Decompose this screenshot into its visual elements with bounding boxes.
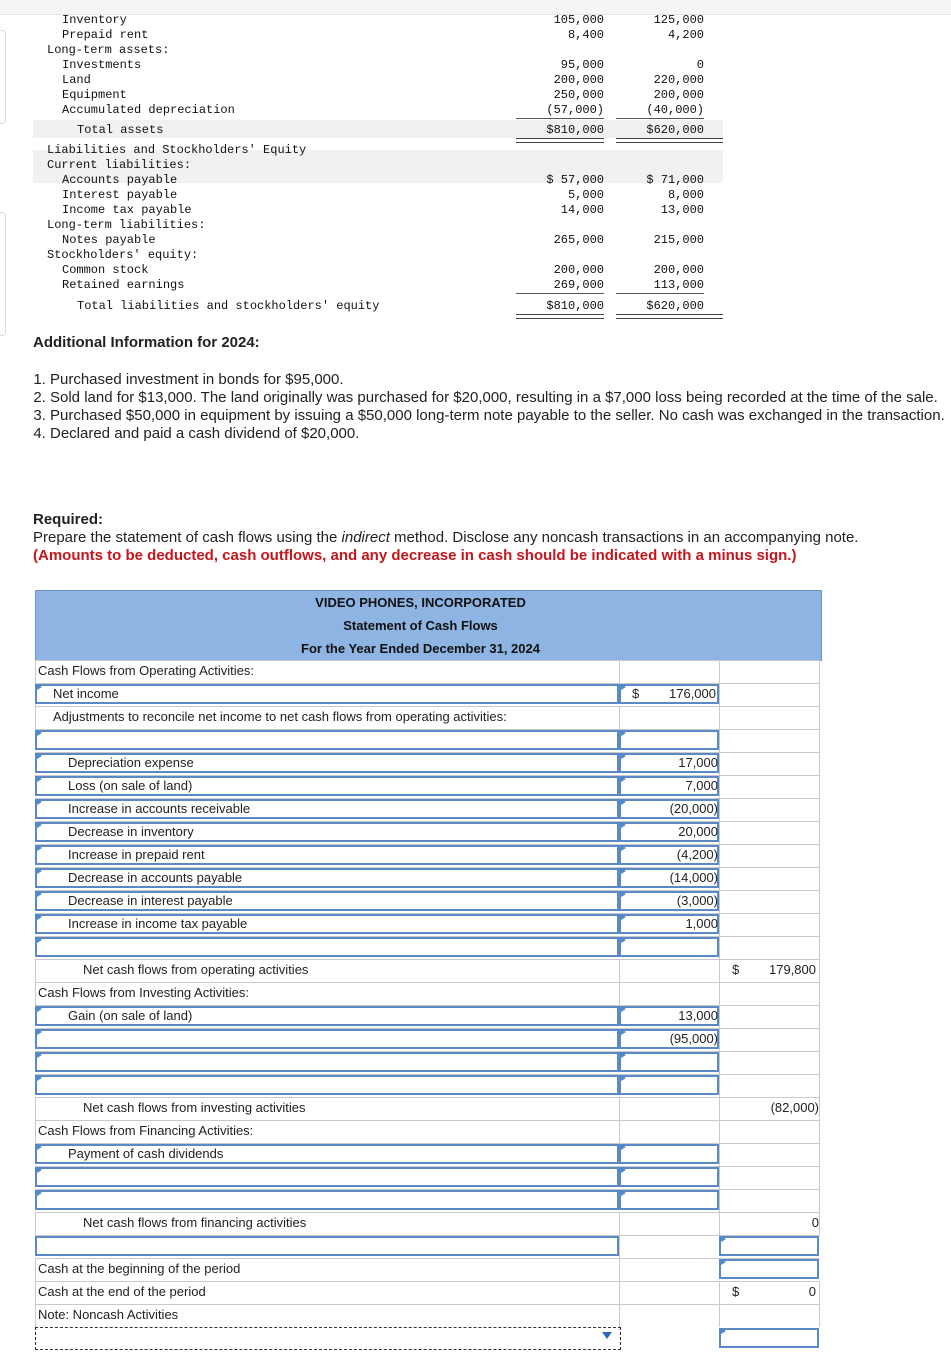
col-line [719, 1190, 720, 1212]
col-line [819, 845, 820, 867]
col-line [819, 730, 820, 752]
bs-row [0, 203, 951, 218]
amount-input[interactable] [619, 937, 719, 957]
col-line [819, 1282, 820, 1304]
adjustment-label: Increase in prepaid rent [68, 847, 205, 862]
bs-row [0, 173, 951, 188]
required-section [33, 511, 948, 565]
bs-label: Investments [62, 58, 142, 72]
row-adjustment-item [35, 821, 820, 844]
row-net-income [35, 683, 820, 706]
col-line [719, 661, 720, 683]
additional-info-list [33, 371, 948, 443]
rule [616, 293, 704, 294]
bs-label: Liabilities and Stockholders' Equity [47, 143, 307, 157]
investing-label: Gain (on sale of land) [68, 1008, 193, 1023]
bs-value-2023: $620,000 [646, 123, 704, 137]
col-line [719, 1121, 720, 1143]
amount-input[interactable] [719, 1236, 819, 1256]
net-income-label: Net income [53, 686, 119, 701]
select-indicator-icon [37, 1075, 42, 1081]
bs-label: Stockholders' equity: [47, 248, 199, 262]
required-note: (Amounts to be deducted, cash outflows, and any decrease in cash should be indicated with a minus sign.) [33, 547, 797, 564]
statement-title [35, 614, 822, 638]
bs-value-2023: 4,200 [667, 28, 704, 42]
col-line [719, 891, 720, 913]
row-adjustment-item [35, 844, 820, 867]
adjustment-value: (20,000) [669, 801, 718, 816]
col-line [619, 1236, 620, 1258]
col-line [819, 684, 820, 706]
bs-row [0, 43, 951, 58]
col-line [719, 1075, 720, 1097]
bs-row [0, 299, 951, 314]
cash-begin-label: Cash at the beginning of the period [38, 1261, 241, 1276]
bs-label: Accounts payable [62, 173, 178, 187]
col-line [719, 822, 720, 844]
select-indicator-icon [721, 1328, 726, 1334]
bs-value-2023: $620,000 [646, 299, 704, 313]
row-investing-item [35, 1005, 820, 1028]
select-indicator-icon [621, 730, 626, 736]
bs-value-2023: 13,000 [660, 203, 704, 217]
select-indicator-icon [621, 1190, 626, 1196]
net-financing-value: 0 [811, 1215, 819, 1230]
bs-value-2024: 269,000 [553, 278, 604, 292]
row-investing-item [35, 1028, 820, 1051]
adjustment-label: Loss (on sale of land) [68, 778, 193, 793]
additional-info [33, 334, 948, 443]
amount-input[interactable] [619, 1075, 719, 1095]
col-line [819, 937, 820, 959]
statement-period-text: For the Year Ended December 31, 2024 [301, 641, 540, 656]
amount-input[interactable] [619, 1052, 719, 1072]
dollar-sign: $ [732, 1284, 740, 1299]
bs-label: Equipment [62, 88, 127, 102]
bs-value-2023: 113,000 [653, 278, 704, 292]
adjustment-label: Increase in income tax payable [68, 916, 248, 931]
bs-value-2023: 200,000 [653, 88, 704, 102]
bs-row [0, 58, 951, 73]
col-line [719, 1144, 720, 1166]
info-item: 1. Purchased investment in bonds for $95,000. [50, 371, 948, 389]
net-income-amount [619, 683, 718, 705]
bs-row [0, 73, 951, 88]
statement-period [35, 637, 822, 661]
bs-value-2024: $810,000 [546, 299, 604, 313]
additional-info-title: Additional Information for 2024: [33, 334, 260, 351]
net-income-value: 176,000 [669, 686, 716, 701]
bs-value-2024: 105,000 [553, 13, 604, 27]
col-line [719, 1305, 720, 1327]
adjustment-label: Depreciation expense [68, 755, 194, 770]
bs-row [0, 263, 951, 278]
bs-value-2023: $ 71,000 [646, 173, 704, 187]
bs-row [0, 28, 951, 43]
col-line [719, 776, 720, 798]
bs-label: Prepaid rent [62, 28, 149, 42]
bs-row [0, 188, 951, 203]
col-line [719, 1006, 720, 1028]
adjustment-value: 1,000 [685, 916, 718, 931]
bs-label: Total liabilities and stockholders' equity [77, 299, 380, 313]
row-adjustment-item [35, 913, 820, 936]
col-line [819, 1029, 820, 1051]
bs-value-2023: 125,000 [653, 13, 704, 27]
net-financing-label: Net cash flows from financing activities [83, 1215, 307, 1230]
row-blank [35, 1051, 820, 1074]
net-operating-value: 179,800 [769, 962, 816, 977]
net-investing-label: Net cash flows from investing activities [83, 1100, 306, 1115]
col-line [819, 799, 820, 821]
net-investing-value: (82,000) [770, 1100, 819, 1115]
bs-value-2023: 215,000 [653, 233, 704, 247]
info-item: 4. Declared and paid a cash dividend of $20,000. [50, 425, 948, 443]
row-blank [35, 729, 820, 752]
select-indicator-icon [37, 730, 42, 736]
col-line [819, 1190, 820, 1212]
row-adjustment-item [35, 867, 820, 890]
bs-value-2023: 200,000 [653, 263, 704, 277]
bs-row [0, 103, 951, 118]
col-line [719, 707, 720, 729]
row-adjustment-item [35, 775, 820, 798]
company-name-text: VIDEO PHONES, INCORPORATED [315, 595, 526, 610]
row-net-operating [35, 959, 820, 982]
col-line [819, 776, 820, 798]
row-operating-header [35, 660, 820, 683]
noncash-select[interactable] [35, 1327, 621, 1350]
amount-input[interactable] [719, 1328, 819, 1348]
col-line [819, 960, 820, 982]
financing-label: Payment of cash dividends [68, 1146, 224, 1161]
select-indicator-icon [621, 1167, 626, 1173]
bs-value-2023: 220,000 [653, 73, 704, 87]
col-line [719, 937, 720, 959]
row-blank [35, 1189, 820, 1212]
label-input[interactable] [35, 937, 619, 957]
net-operating-label: Net cash flows from operating activities [83, 962, 309, 977]
adjustment-value: (14,000) [669, 870, 718, 885]
note-label: Note: Noncash Activities [38, 1307, 179, 1322]
cash-end-amount [719, 1281, 818, 1303]
bs-label: Total assets [77, 123, 164, 137]
row-financing-item [35, 1143, 820, 1166]
row-blank [35, 1074, 820, 1097]
label-input[interactable] [35, 1167, 619, 1187]
row-investing-header [35, 982, 820, 1005]
rule [616, 118, 704, 119]
select-indicator-icon [37, 937, 42, 943]
adjustment-label: Increase in accounts receivable [68, 801, 251, 816]
bs-value-2024: 250,000 [553, 88, 604, 102]
bs-label: Interest payable [62, 188, 178, 202]
investing-value: (95,000) [669, 1031, 718, 1046]
bs-value-2024: (57,000) [546, 103, 604, 117]
amount-input[interactable] [619, 1190, 719, 1210]
col-line [719, 799, 720, 821]
bs-value-2024: $ 57,000 [546, 173, 604, 187]
bs-row [0, 143, 951, 158]
info-item: 2. Sold land for $13,000. The land originally was purchased for $20,000, resulting in a $7,000 loss being recorded at the time of the sale. [50, 389, 948, 407]
bs-label: Retained earnings [62, 278, 185, 292]
bs-label: Current liabilities: [47, 158, 192, 172]
select-indicator-icon [37, 1190, 42, 1196]
label-input[interactable] [35, 1236, 619, 1256]
double-rule [516, 314, 604, 319]
cash-end-label: Cash at the end of the period [38, 1284, 206, 1299]
bs-row [0, 13, 951, 28]
bs-label: Inventory [62, 13, 127, 27]
bs-value-2024: 14,000 [560, 203, 604, 217]
col-line [819, 1121, 820, 1143]
adjustment-value: (4,200) [676, 847, 718, 862]
amount-input[interactable] [619, 1167, 719, 1187]
label-input[interactable] [35, 1075, 619, 1095]
select-indicator-icon [621, 1075, 626, 1081]
bs-label: Long-term liabilities: [47, 218, 206, 232]
company-name [35, 590, 822, 615]
row-noncash [35, 1327, 820, 1350]
col-line [819, 868, 820, 890]
statement-title-text: Statement of Cash Flows [343, 618, 498, 633]
select-indicator-icon [721, 1236, 726, 1242]
section-header: Cash Flows from Investing Activities: [38, 985, 249, 1000]
col-line [819, 1144, 820, 1166]
col-line [819, 1006, 820, 1028]
col-line [819, 1167, 820, 1189]
row-blank [35, 1166, 820, 1189]
col-line [719, 683, 720, 706]
bs-value-2024: 200,000 [553, 73, 604, 87]
col-line [819, 983, 820, 1005]
cash-end-value: 0 [808, 1284, 816, 1299]
select-indicator-icon [621, 1052, 626, 1058]
amount-input[interactable] [719, 1259, 819, 1279]
row-adjustments [35, 706, 820, 729]
bs-value-2024: $810,000 [546, 123, 604, 137]
col-line [819, 1098, 820, 1120]
dollar-sign: $ [732, 962, 740, 977]
dollar-sign: $ [632, 686, 640, 701]
row-adjustment-item [35, 798, 820, 821]
bs-value-2023: 0 [696, 58, 704, 72]
bs-label: Land [62, 73, 91, 87]
col-line [819, 1052, 820, 1074]
col-line [719, 914, 720, 936]
col-line [719, 1167, 720, 1189]
adjustment-value: 7,000 [685, 778, 718, 793]
bs-row [0, 218, 951, 233]
adjustments-label: Adjustments to reconcile net income to net cash flows from operating activities: [53, 709, 507, 724]
col-line [819, 661, 820, 683]
row-financing-header [35, 1120, 820, 1143]
required-label: Required: [33, 511, 104, 528]
col-line [819, 914, 820, 936]
bs-value-2024: 8,400 [567, 28, 604, 42]
bs-row [0, 158, 951, 173]
label-input[interactable] [35, 1190, 619, 1210]
col-line [819, 891, 820, 913]
col-line [719, 730, 720, 752]
rule [516, 118, 604, 119]
section-header: Cash Flows from Operating Activities: [38, 663, 255, 678]
bs-row [0, 233, 951, 248]
bs-value-2024: 265,000 [553, 233, 604, 247]
col-line [719, 1029, 720, 1051]
adjustment-label: Decrease in accounts payable [68, 870, 243, 885]
bs-label: Notes payable [62, 233, 156, 247]
financing-value [619, 1143, 718, 1165]
row-net-financing [35, 1212, 820, 1235]
label-input[interactable] [35, 1052, 619, 1072]
bs-row [0, 278, 951, 293]
bs-row [0, 248, 951, 263]
row-cash-begin [35, 1258, 820, 1281]
col-line [719, 1052, 720, 1074]
row-adjustment-item [35, 890, 820, 913]
investing-label [35, 1028, 650, 1050]
adjustment-value: (3,000) [676, 893, 718, 908]
col-line [819, 753, 820, 775]
required-text-italic: indirect [341, 529, 390, 546]
bs-value-2023: (40,000) [646, 103, 704, 117]
required-text-part: method. Disclose any noncash transactions in an accompanying note. [389, 529, 859, 546]
bs-value-2023: 8,000 [667, 188, 704, 202]
investing-value: 13,000 [678, 1008, 718, 1023]
col-line [719, 845, 720, 867]
bs-value-2024: 95,000 [560, 58, 604, 72]
row-blank [35, 936, 820, 959]
select-indicator-icon [621, 937, 626, 943]
row-cash-end [35, 1281, 820, 1304]
bs-label: Common stock [62, 263, 149, 277]
row-note [35, 1304, 820, 1327]
net-operating-amount [719, 959, 818, 981]
select-indicator-icon [721, 1259, 726, 1265]
adjustment-label: Decrease in interest payable [68, 893, 233, 908]
adjustment-value: 20,000 [678, 824, 718, 839]
col-line [719, 868, 720, 890]
col-line [819, 1305, 820, 1327]
bs-label: Income tax payable [62, 203, 192, 217]
rule [516, 293, 604, 294]
amount-input[interactable] [619, 730, 719, 750]
row-net-change [35, 1235, 820, 1258]
bs-row [0, 123, 951, 138]
chevron-down-icon[interactable] [602, 1332, 612, 1339]
col-line [819, 707, 820, 729]
bs-value-2024: 5,000 [567, 188, 604, 202]
bs-value-2024: 200,000 [553, 263, 604, 277]
col-line [819, 1213, 820, 1235]
col-line [719, 753, 720, 775]
col-line [819, 822, 820, 844]
bs-row [0, 88, 951, 103]
col-line [719, 983, 720, 1005]
bs-label: Accumulated depreciation [62, 103, 235, 117]
select-indicator-icon [37, 1052, 42, 1058]
bs-label: Long-term assets: [47, 43, 170, 57]
row-net-investing [35, 1097, 820, 1120]
select-indicator-icon [37, 1167, 42, 1173]
section-header: Cash Flows from Financing Activities: [38, 1123, 254, 1138]
col-line [819, 1075, 820, 1097]
info-item: 3. Purchased $50,000 in equipment by issuing a $50,000 long-term note payable to the seller. No cash was exchanged in the transaction. [50, 407, 948, 425]
required-text-part: Prepare the statement of cash flows using the [33, 529, 342, 546]
adjustment-label: Decrease in inventory [68, 824, 194, 839]
adjustment-value: 17,000 [678, 755, 718, 770]
label-input[interactable] [35, 730, 619, 750]
double-rule [616, 314, 723, 319]
required-text [33, 529, 948, 547]
row-adjustment-item [35, 752, 820, 775]
